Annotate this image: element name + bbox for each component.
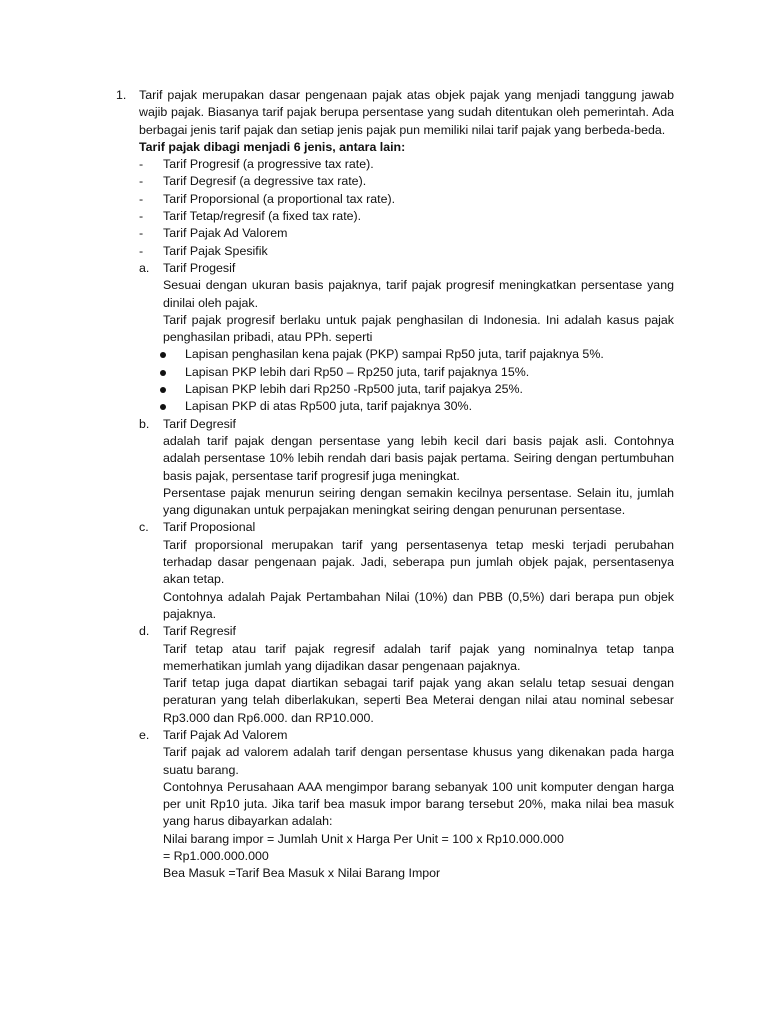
bullet-icon [160, 387, 166, 393]
section-letter: d. [139, 624, 150, 639]
dash-marker: - [139, 209, 144, 224]
section-letter: c. [139, 520, 149, 535]
section-title: Tarif Progesif [163, 260, 236, 275]
dash-marker: - [139, 174, 144, 189]
section-paragraph: Contohnya adalah Pajak Pertambahan Nilai (10%) dan PBB (0,5%) dari berapa pun objek pajaknya. [163, 589, 674, 621]
intro-paragraph: Tarif pajak merupakan dasar pengenaan pajak atas objek pajak yang menjadi tanggung jawab wajib pajak. Biasanya tarif pajak berupa persentase yang sudah ditentukan oleh pemerintah. Ada berbagai jenis tarif pajak dan setiap jenis pajak pun memiliki nilai tarif pajak yang berbeda-beda. [139, 88, 674, 137]
section-paragraph: Tarif proporsional merupakan tarif yang persentasenya tetap meski terjadi perubahan terhadap dasar pengenaan pajak. Jadi, seberapa pun jumlah objek pajak, persentasenya akan tetap. [163, 537, 674, 587]
list-item-1 [0, 87, 768, 156]
section-paragraph: Tarif tetap juga dapat diartikan sebagai tarif pajak yang akan selalu tetap sesuai dengan peraturan yang telah diberlakukan, seperti Bea Meterai dengan nilai atau nominal sebesar Rp3.000 dan Rp6.000. dan RP10.000. [163, 676, 674, 725]
formula-line: Nilai barang impor = Jumlah Unit x Harga Per Unit = 100 x Rp10.000.000 [163, 831, 564, 846]
bullet-item: Lapisan PKP lebih dari Rp50 – Rp250 juta, tarif pajaknya 15%. [0, 364, 768, 381]
types-list-item: - Tarif Tetap/regresif (a fixed tax rate). [0, 208, 768, 225]
types-list-item: - Tarif Pajak Ad Valorem [0, 225, 768, 242]
section-b [0, 416, 768, 520]
types-list-item: - Tarif Proporsional (a proportional tax rate). [0, 191, 768, 208]
dash-marker: - [139, 243, 144, 258]
bullet-icon [160, 352, 166, 358]
section-paragraph: Tarif pajak ad valorem adalah tarif dengan persentase khusus yang dikenakan pada harga suatu barang. [163, 745, 674, 777]
section-a [0, 260, 768, 416]
formula-line: = Rp1.000.000.000 [163, 849, 269, 864]
bullet-item: Lapisan penghasilan kena pajak (PKP) sampai Rp50 juta, tarif pajaknya 5%. [0, 346, 768, 363]
section-paragraph: Tarif pajak progresif berlaku untuk pajak penghasilan di Indonesia. Ini adalah kasus pajak penghasilan pribadi, atau PPh. seperti [163, 312, 674, 345]
dash-marker: - [139, 226, 144, 241]
section-paragraph: Persentase pajak menurun seiring dengan semakin kecilnya persentase. Selain itu, jumlah yang digunakan untuk perpajakan meningkat seiring dengan penurunan persentase. [163, 485, 674, 518]
bullet-item: Lapisan PKP lebih dari Rp250 -Rp500 juta, tarif pajakya 25%. [0, 381, 768, 398]
types-list-item: - Tarif Degresif (a degressive tax rate). [0, 173, 768, 190]
section-title: Tarif Pajak Ad Valorem [163, 727, 288, 742]
section-d [0, 623, 768, 727]
section-paragraph: Tarif tetap atau tarif pajak regresif adalah tarif pajak yang nominalnya tetap tanpa memerhatikan jumlah yang dijadikan dasar pengenaan pajaknya. [163, 641, 674, 673]
dash-marker: - [139, 157, 144, 172]
section-paragraph: Sesuai dengan ukuran basis pajaknya, tarif pajak progresif meningkatkan persentase yang dinilai oleh pajak. [163, 278, 674, 310]
section-title: Tarif Degresif [163, 416, 236, 431]
section-letter: b. [139, 416, 150, 431]
document-page [0, 87, 768, 883]
section-title: Tarif Regresif [163, 624, 236, 639]
list-number: 1. [116, 88, 127, 102]
section-letter: e. [139, 727, 150, 742]
section-paragraph: adalah tarif pajak dengan persentase yang lebih kecil dari basis pajak asli. Contohnya adalah persentase 10% lebih rendah dari basis pajak pertama. Seiring dengan pertumbuhan basis pajak, persentase tarif progresif juga meningkat. [163, 433, 674, 483]
bullet-icon [160, 404, 166, 410]
section-c [0, 519, 768, 623]
bullet-item: Lapisan PKP di atas Rp500 juta, tarif pajaknya 30%. [0, 398, 768, 415]
bullet-icon [160, 370, 166, 376]
formula-line: Bea Masuk =Tarif Bea Masuk x Nilai Barang Impor [163, 866, 441, 881]
dash-marker: - [139, 191, 144, 206]
types-heading: Tarif pajak dibagi menjadi 6 jenis, antara lain: [139, 139, 406, 154]
section-title: Tarif Proposional [163, 520, 256, 535]
section-paragraph: Contohnya Perusahaan AAA mengimpor barang sebanyak 100 unit komputer dengan harga per unit Rp10 juta. Jika tarif bea masuk impor barang tersebut 20%, maka nilai bea masuk yang harus dibayarkan adalah: [163, 779, 674, 829]
types-list-item: - Tarif Progresif (a progressive tax rate). [0, 156, 768, 173]
section-e [0, 727, 768, 883]
section-letter: a. [139, 260, 150, 275]
types-list-item: - Tarif Pajak Spesifik [0, 243, 768, 260]
types-list [0, 156, 768, 260]
